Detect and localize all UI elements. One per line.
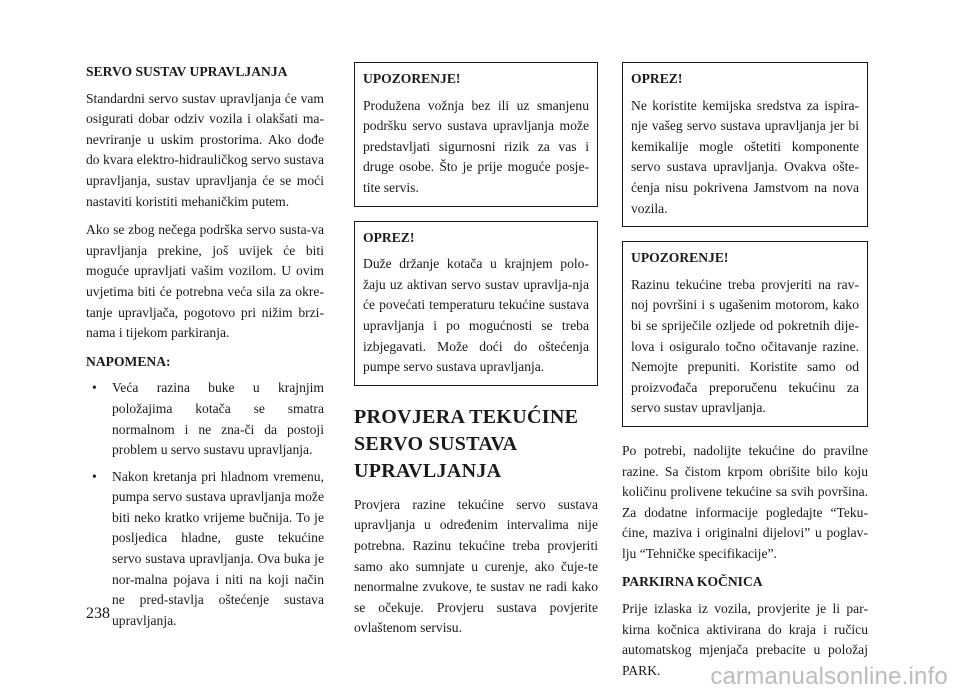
column-middle xyxy=(354,62,598,647)
warning-box xyxy=(354,62,598,207)
section-title-fluid-check: PROVJERA TEKUĆINE SERVO SUSTAVA UPRAVLJANJA xyxy=(354,405,579,482)
watermark: carmanualsonline.info xyxy=(710,663,948,690)
caution-title: OPREZ! xyxy=(631,71,683,86)
caution-box xyxy=(354,221,598,386)
paragraph: Standardni servo sustav upravljanja će vam osigurati dobar odziv vozila i olakšati ma-nevriranje u uskim prostorima. Ako dođe do kvara elektro-hidrauličkog servo sustava upravljanja, sustav upravljanja će se moći nastaviti koristiti mehaničkim putem. xyxy=(86,90,324,209)
note-heading: NAPOMENA: xyxy=(86,353,171,369)
caution-box xyxy=(622,62,868,227)
column-left xyxy=(86,62,324,637)
bullet-icon: • xyxy=(92,468,97,484)
list-item-text: Veća razina buke u krajnjim položajima kotača se smatra normalnom i ne zna-či da postoji problem u servo sustavu upravljanja. xyxy=(112,380,324,458)
warning-text: Razinu tekućine treba provjeriti na rav-noj površini i s ugašenim motorom, kako bi se spriječile ozljede od pokretnih dije-lova i osiguralo točno očitavanje razine. Nemojte prepuniti. Koristite samo od proizvođača preporučenu tekućinu za servo sustav upravljanja. xyxy=(631,276,859,416)
caution-text: Ne koristite kemijska sredstva za ispira-nje vašeg servo sustava upravljanja jer bi kemikalije mogle oštetiti komponente servo sustava upravljanja. Ovakva ošte-ćenja nisu pokrivena Jamstvom na nova vozila. xyxy=(631,97,859,216)
paragraph: Ako se zbog nečega podrška servo susta-va upravljanja prekine, još uvijek će biti moguće upravljati vašim vozilom. U ovim uvjetima biti će potrebna veća sila za okre-tanje upravljača, pogotovo pri nižim brzi-nama i tijekom parkiranja. xyxy=(86,222,324,341)
section-heading-servo: SERVO SUSTAV UPRAVLJANJA xyxy=(86,64,288,79)
warning-title: UPOZORENJE! xyxy=(631,250,729,266)
caution-title: OPREZ! xyxy=(363,229,415,245)
bullet-icon: • xyxy=(92,380,97,396)
list-item xyxy=(86,467,324,632)
page-number: 238 xyxy=(86,605,110,622)
list-item-text: Nakon kretanja pri hladnom vremenu, pumpa servo sustava upravljanja može biti neko kratko vrijeme bučnija. To je posljedica hladne, guste tekućine servo sustava upravljanja. Ova buka je nor-malna pojava i niti na koji način ne pred-stavlja oštećenje sustava upravljanja. xyxy=(112,468,324,628)
paragraph: Provjera razine tekućine servo sustava upravljanja u određenim intervalima nije potrebna. Razinu tekućine treba provjeriti samo ako sumnjate u curenje, ako čuje-te nenormalne zvukove, te sustav ne radi kako se očekuje. Provjeru sustava povjerite ovlaštenom servisu. xyxy=(354,496,598,636)
column-right xyxy=(622,62,868,689)
list-item xyxy=(86,378,324,460)
paragraph: Prije izlaska iz vozila, provjerite je li par-kirna kočnica aktivirana do kraja i ručicu automatskog mjenjača prebacite u položaj PARK. xyxy=(622,601,868,678)
warning-box xyxy=(622,241,868,427)
warning-title: UPOZORENJE! xyxy=(363,71,461,86)
paragraph: Po potrebi, nadolijte tekućine do pravilne razine. Sa čistom krpom obrišite bilo koju količinu prolivene tekućine sa svih površina. Za dodatne informacije pogledajte “Teku-ćine, maziva i originalni dijelovi” u poglav-lju “Tehničke specifikacije”. xyxy=(622,442,868,561)
section-heading-parking-brake: PARKIRNA KOČNICA xyxy=(622,574,763,590)
warning-text: Produžena vožnja bez ili uz smanjenu podršku servo sustava upravljanja može predstavljati sigurnosni rizik za vas i druge osobe. Što je prije moguće posje-tite servis. xyxy=(363,97,589,195)
caution-text: Duže držanje kotača u krajnjem polo-žaju uz aktivan servo sustav upravlja-nja će povećati temperaturu tekućine sustava upravljanja i po mogućnosti se treba izbjegavati. Može doći do oštećenja pumpe servo sustava upravljanja. xyxy=(363,256,589,375)
note-list xyxy=(86,378,324,631)
